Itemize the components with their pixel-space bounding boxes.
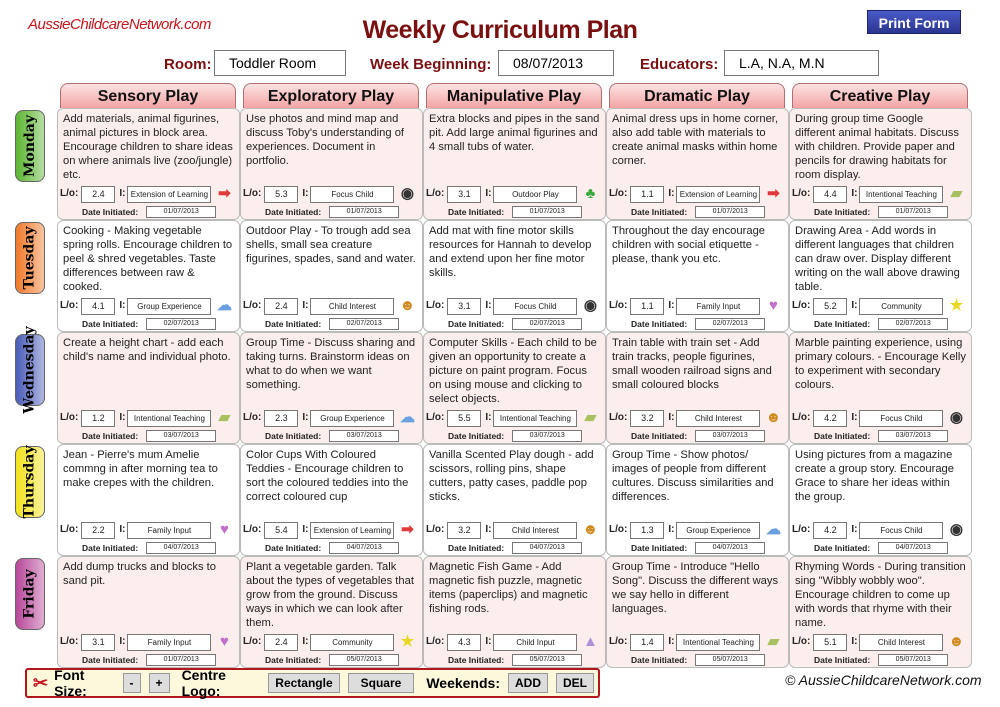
day-label: Friday [22,569,39,619]
plan-cell[interactable] [606,444,789,556]
date-initiated-label: Date Initiated: [631,319,688,329]
lo-label: L/o: [792,188,811,199]
date-initiated-label: Date Initiated: [82,207,139,217]
interaction-label: I: [119,524,126,535]
date-initiated-input[interactable]: 04/07/2013 [512,542,582,554]
plan-cell[interactable] [240,332,423,444]
arrow-icon: ➡ [401,521,414,538]
plan-cell[interactable] [240,556,423,668]
lo-label: L/o: [609,412,628,423]
weekends-label: Weekends: [426,675,500,691]
day-tab-tuesday [15,222,45,294]
day-tab-wednesday [15,326,45,414]
lo-input[interactable]: 4.3 [447,634,481,651]
interaction-label: I: [485,188,492,199]
date-initiated-input[interactable]: 05/07/2013 [329,654,399,666]
date-initiated-input[interactable]: 01/07/2013 [146,206,216,218]
lo-label: L/o: [243,524,262,535]
triangle-icon: ▲ [583,633,598,650]
activity-text[interactable]: Cooking - Making vegetable spring rolls. Encourage children to peel & shred vegetables. Taste differences between raw & cooked. [63,225,233,293]
lo-input[interactable]: 2.4 [264,634,298,651]
date-initiated-label: Date Initiated: [814,431,871,441]
activity-text[interactable]: During group time Google different animal habitats. Discuss with children. Provide paper and pencils for drawing habitats for room display. [795,113,959,181]
font-size-label: Font Size: [54,667,87,699]
plan-cell[interactable] [606,108,789,220]
date-initiated-label: Date Initiated: [448,207,505,217]
date-initiated-label: Date Initiated: [265,319,322,329]
date-initiated-input[interactable]: 03/07/2013 [146,430,216,442]
activity-text[interactable]: Using pictures from a magazine create a group story. Encourage Grace to share her ideas within the group. [795,449,954,503]
activity-text[interactable]: Train table with train set - Add train tracks, people figurines, small wooden railroad signs and small coloured blocks [612,337,772,391]
day-label: Wednesday [22,326,38,414]
plan-cell[interactable] [57,332,240,444]
interaction-select[interactable]: Child Input [493,634,577,651]
date-initiated-label: Date Initiated: [448,655,505,665]
activity-text[interactable]: Magnetic Fish Game - Add magnetic fish puzzle, magnetic items (paperclips) and magnetic fishing rods. [429,561,588,615]
date-initiated-input[interactable]: 01/07/2013 [146,654,216,666]
cloud-icon: ☁ [765,521,781,538]
interaction-select[interactable]: Family Input [127,634,211,651]
lo-label: L/o: [426,188,445,199]
date-initiated-input[interactable]: 04/07/2013 [146,542,216,554]
lo-label: L/o: [609,524,628,535]
plan-cell[interactable] [423,444,606,556]
date-initiated-input[interactable]: 04/07/2013 [329,542,399,554]
plan-cell[interactable] [789,332,972,444]
interaction-select[interactable]: Family Input [127,522,211,539]
interaction-label: I: [668,412,675,423]
smiley-icon: ☻ [582,521,599,538]
interaction-select[interactable]: Focus Child [493,298,577,315]
plan-cell[interactable] [789,220,972,332]
lo-input[interactable]: 3.2 [447,522,481,539]
lo-input[interactable]: 1.3 [630,522,664,539]
lo-input[interactable]: 4.1 [81,298,115,315]
date-initiated-label: Date Initiated: [448,319,505,329]
date-initiated-input[interactable]: 05/07/2013 [695,654,765,666]
interaction-label: I: [851,636,858,647]
plan-cell[interactable] [789,556,972,668]
date-initiated-input[interactable]: 03/07/2013 [329,430,399,442]
date-initiated-label: Date Initiated: [631,207,688,217]
activity-text[interactable]: Computer Skills - Each child to be given an opportunity to create a picture on paint program. Focus on using mouse and clicking to select objects. [429,337,597,405]
column-header: Sensory Play [60,83,236,108]
font-decrease-button[interactable]: - [123,673,141,693]
activity-text[interactable]: Add materials, animal figurines, animal pictures in block area. Encourage children to share ideas on where animals live (zoo/jungle) etc. [63,113,233,181]
plan-cell[interactable] [57,556,240,668]
date-initiated-label: Date Initiated: [82,543,139,553]
heart-icon: ♥ [219,521,229,538]
interaction-label: I: [485,524,492,535]
date-initiated-label: Date Initiated: [631,431,688,441]
logo-square-button[interactable]: Square [348,673,415,693]
lo-input[interactable]: 3.1 [447,298,481,315]
plan-cell[interactable] [789,108,972,220]
lo-label: L/o: [243,636,262,647]
book-icon: ▰ [950,185,963,202]
date-initiated-input[interactable]: 02/07/2013 [695,318,765,330]
date-initiated-label: Date Initiated: [814,319,871,329]
interaction-label: I: [302,412,309,423]
day-label: Thursday [22,445,38,519]
weekends-del-button[interactable]: DEL [556,673,594,693]
interaction-select[interactable]: Intentional Teaching [493,410,577,427]
lo-label: L/o: [609,636,628,647]
interaction-label: I: [485,300,492,311]
interaction-label: I: [851,524,858,535]
lo-label: L/o: [426,636,445,647]
date-initiated-input[interactable]: 02/07/2013 [878,318,948,330]
activity-text[interactable]: Create a height chart - add each child's name and individual photo. [63,337,231,363]
activity-text[interactable]: Group Time - Discuss sharing and taking turns. Brainstorm ideas on what to do when we want something. [246,337,416,391]
eye-icon: ◉ [949,409,963,426]
lo-input[interactable]: 1.4 [630,634,664,651]
room-input[interactable]: Toddler Room [214,50,346,76]
print-form-button[interactable]: Print Form [867,10,961,34]
interaction-select[interactable]: Child Interest [676,410,760,427]
activity-text[interactable]: Extra blocks and pipes in the sand pit. Add large animal figurines and 4 small tubs of water. [429,113,600,153]
book-icon: ▰ [218,409,231,426]
activity-text[interactable]: Drawing Area - Add words in different languages that children can draw over. Display different writing on the wall above drawing table. [795,225,960,293]
activity-text[interactable]: Marble painting experience, using primary colours. - Encourage Kelly to experiment with secondary colours. [795,337,966,391]
interaction-label: I: [302,636,309,647]
lo-label: L/o: [792,300,811,311]
plan-cell[interactable] [240,220,423,332]
interaction-label: I: [668,188,675,199]
day-tab-monday [15,110,45,182]
smiley-icon: ☻ [948,633,965,650]
educators-label: Educators: [640,56,719,73]
star-icon: ★ [400,633,415,650]
interaction-label: I: [851,188,858,199]
plan-cell[interactable] [57,108,240,220]
plan-cell[interactable] [789,444,972,556]
lo-input[interactable]: 2.2 [81,522,115,539]
date-initiated-input[interactable]: 01/07/2013 [695,206,765,218]
date-initiated-input[interactable]: 03/07/2013 [695,430,765,442]
activity-text[interactable]: Color Cups With Coloured Teddies - Encourage children to sort the coloured teddies into the correct coloured cup [246,449,409,503]
lo-label: L/o: [243,188,262,199]
interaction-select[interactable]: Child Interest [310,298,394,315]
lo-label: L/o: [60,300,79,311]
activity-text[interactable]: Plant a vegetable garden. Talk about the types of vegetables that grow from the ground. Discuss ways in which we can look after them. [246,561,414,629]
lo-input[interactable]: 3.1 [447,186,481,203]
date-initiated-label: Date Initiated: [265,543,322,553]
lo-label: L/o: [426,300,445,311]
arrow-icon: ➡ [218,185,231,202]
date-initiated-label: Date Initiated: [814,655,871,665]
date-initiated-input[interactable]: 05/07/2013 [512,654,582,666]
interaction-label: I: [668,636,675,647]
arrow-icon: ➡ [767,185,780,202]
interaction-label: I: [119,188,126,199]
page-title: Weekly Curriculum Plan [362,16,638,44]
activity-text[interactable]: Animal dress ups in home corner, also add table with materials to create animal masks within home corner. [612,113,779,167]
day-label: Tuesday [22,226,39,290]
interaction-select[interactable]: Group Experience [676,522,760,539]
interaction-select[interactable]: Community [859,298,943,315]
heart-icon: ♥ [219,633,229,650]
week-beginning-input[interactable]: 08/07/2013 [498,50,614,76]
interaction-label: I: [119,300,126,311]
interaction-label: I: [851,412,858,423]
logo-rectangle-button[interactable]: Rectangle [268,673,339,693]
lo-label: L/o: [60,636,79,647]
interaction-select[interactable]: Focus Child [310,186,394,203]
plan-cell[interactable] [606,220,789,332]
date-initiated-input[interactable]: 01/07/2013 [878,206,948,218]
weekends-add-button[interactable]: ADD [508,673,548,693]
interaction-select[interactable]: Group Experience [127,298,211,315]
day-tab-thursday [15,446,45,518]
plan-cell[interactable] [423,332,606,444]
interaction-label: I: [119,636,126,647]
date-initiated-input[interactable]: 05/07/2013 [878,654,948,666]
lo-input[interactable]: 5.2 [813,298,847,315]
tree-icon: ♣ [585,185,596,202]
lo-label: L/o: [60,524,79,535]
interaction-select[interactable]: Intentional Teaching [859,186,943,203]
lo-label: L/o: [792,636,811,647]
day-tab-friday [15,558,45,630]
activity-text[interactable]: Jean - Pierre's mum Amelie commng in after morning tea to make crepes with the children. [63,449,218,489]
lo-input[interactable]: 1.2 [81,410,115,427]
activity-text[interactable]: Add dump trucks and blocks to sand pit. [63,561,216,587]
lo-input[interactable]: 4.2 [813,522,847,539]
lo-input[interactable]: 5.1 [813,634,847,651]
cloud-icon: ☁ [216,297,232,314]
interaction-select[interactable]: Focus Child [859,522,943,539]
day-label: Monday [22,114,39,178]
room-label: Room: [164,56,212,73]
plan-cell[interactable] [606,556,789,668]
interaction-label: I: [119,412,126,423]
centre-logo-label: Centre Logo: [181,667,226,699]
interaction-label: I: [851,300,858,311]
date-initiated-label: Date Initiated: [631,543,688,553]
eye-icon: ◉ [400,185,414,202]
lo-label: L/o: [609,188,628,199]
tools-icon: ✂ [33,672,49,693]
activity-text[interactable]: Throughout the day encourage children with social etiquette - please, thank you etc. [612,225,766,265]
column-header: Creative Play [792,83,968,108]
copyright: © AussieChildcareNetwork.com [785,672,982,688]
date-initiated-input[interactable]: 01/07/2013 [512,206,582,218]
lo-label: L/o: [426,524,445,535]
lo-label: L/o: [243,412,262,423]
site-logo: AussieChildcareNetwork.com [28,16,211,33]
lo-input[interactable]: 1.1 [630,298,664,315]
lo-input[interactable]: 3.2 [630,410,664,427]
column-header: Exploratory Play [243,83,419,108]
activity-text[interactable]: Group Time - Show photos/ images of people from different cultures. Discuss similarities and differences. [612,449,774,503]
interaction-select[interactable]: Focus Child [859,410,943,427]
lo-input[interactable]: 5.4 [264,522,298,539]
cloud-icon: ☁ [399,409,415,426]
book-icon: ▰ [767,633,780,650]
interaction-select[interactable]: Community [310,634,394,651]
interaction-label: I: [302,188,309,199]
interaction-select[interactable]: Intentional Teaching [127,410,211,427]
activity-text[interactable]: Outdoor Play - To trough add sea shells, small sea creature figurines, spades, sand and water. [246,225,416,265]
date-initiated-label: Date Initiated: [82,655,139,665]
lo-input[interactable]: 1.1 [630,186,664,203]
interaction-label: I: [485,412,492,423]
interaction-select[interactable]: Extension of Learning [676,186,760,203]
plan-cell[interactable] [423,108,606,220]
lo-label: L/o: [792,412,811,423]
date-initiated-label: Date Initiated: [265,207,322,217]
font-increase-button[interactable]: + [149,673,170,693]
date-initiated-label: Date Initiated: [631,655,688,665]
smiley-icon: ☻ [399,297,416,314]
interaction-label: I: [668,524,675,535]
date-initiated-input[interactable]: 03/07/2013 [878,430,948,442]
interaction-select[interactable]: Intentional Teaching [676,634,760,651]
date-initiated-input[interactable]: 04/07/2013 [878,542,948,554]
activity-text[interactable]: Vanilla Scented Play dough - add scissors, rolling pins, shape cutters, patty cases, paddle pop sticks. [429,449,594,503]
eye-icon: ◉ [583,297,597,314]
interaction-select[interactable]: Extension of Learning [310,522,394,539]
lo-input[interactable]: 3.1 [81,634,115,651]
date-initiated-input[interactable]: 03/07/2013 [512,430,582,442]
lo-input[interactable]: 2.4 [81,186,115,203]
lo-label: L/o: [792,524,811,535]
plan-cell[interactable] [606,332,789,444]
interaction-label: I: [302,300,309,311]
interaction-select[interactable]: Child Interest [493,522,577,539]
lo-input[interactable]: 5.3 [264,186,298,203]
activity-text[interactable]: Rhyming Words - During transition sing "Wibbly wobbly woo". Encourage children to come up with words that rhyme with their name. [795,561,966,629]
toolbar [25,668,600,698]
date-initiated-input[interactable]: 01/07/2013 [329,206,399,218]
interaction-select[interactable]: Family Input [676,298,760,315]
smiley-icon: ☻ [765,409,782,426]
date-initiated-label: Date Initiated: [82,319,139,329]
date-initiated-input[interactable]: 02/07/2013 [512,318,582,330]
lo-label: L/o: [609,300,628,311]
date-initiated-input[interactable]: 04/07/2013 [695,542,765,554]
lo-input[interactable]: 4.2 [813,410,847,427]
star-icon: ★ [949,297,964,314]
interaction-label: I: [485,636,492,647]
week-beginning-label: Week Beginning: [370,56,492,73]
lo-label: L/o: [60,412,79,423]
lo-input[interactable]: 5.5 [447,410,481,427]
lo-input[interactable]: 2.4 [264,298,298,315]
column-header: Manipulative Play [426,83,602,108]
plan-cell[interactable] [423,556,606,668]
educators-input[interactable]: L.A, N.A, M.N [724,50,879,76]
date-initiated-label: Date Initiated: [265,431,322,441]
plan-cell[interactable] [57,220,240,332]
date-initiated-input[interactable]: 02/07/2013 [329,318,399,330]
lo-label: L/o: [243,300,262,311]
interaction-label: I: [302,524,309,535]
book-icon: ▰ [584,409,597,426]
lo-input[interactable]: 2.3 [264,410,298,427]
plan-cell[interactable] [423,220,606,332]
date-initiated-input[interactable]: 02/07/2013 [146,318,216,330]
date-initiated-label: Date Initiated: [448,543,505,553]
heart-icon: ♥ [768,297,778,314]
interaction-select[interactable]: Child Interest [859,634,943,651]
interaction-select[interactable]: Extension of Learning [127,186,211,203]
activity-text[interactable]: Use photos and mind map and discuss Toby's understanding of experiences. Document in portfolio. [246,113,405,167]
plan-cell[interactable] [57,444,240,556]
plan-cell[interactable] [240,108,423,220]
column-header: Dramatic Play [609,83,785,108]
date-initiated-label: Date Initiated: [265,655,322,665]
interaction-label: I: [668,300,675,311]
date-initiated-label: Date Initiated: [814,207,871,217]
interaction-select[interactable]: Outdoor Play [493,186,577,203]
lo-label: L/o: [426,412,445,423]
activity-text[interactable]: Add mat with fine motor skills resources for Hannah to develop and extend upon her fine motor skills. [429,225,592,279]
lo-label: L/o: [60,188,79,199]
eye-icon: ◉ [949,521,963,538]
date-initiated-label: Date Initiated: [448,431,505,441]
lo-input[interactable]: 4.4 [813,186,847,203]
interaction-select[interactable]: Group Experience [310,410,394,427]
activity-text[interactable]: Group Time - Introduce "Hello Song". Discuss the different ways we say hello in different languages. [612,561,779,615]
date-initiated-label: Date Initiated: [82,431,139,441]
plan-cell[interactable] [240,444,423,556]
date-initiated-label: Date Initiated: [814,543,871,553]
